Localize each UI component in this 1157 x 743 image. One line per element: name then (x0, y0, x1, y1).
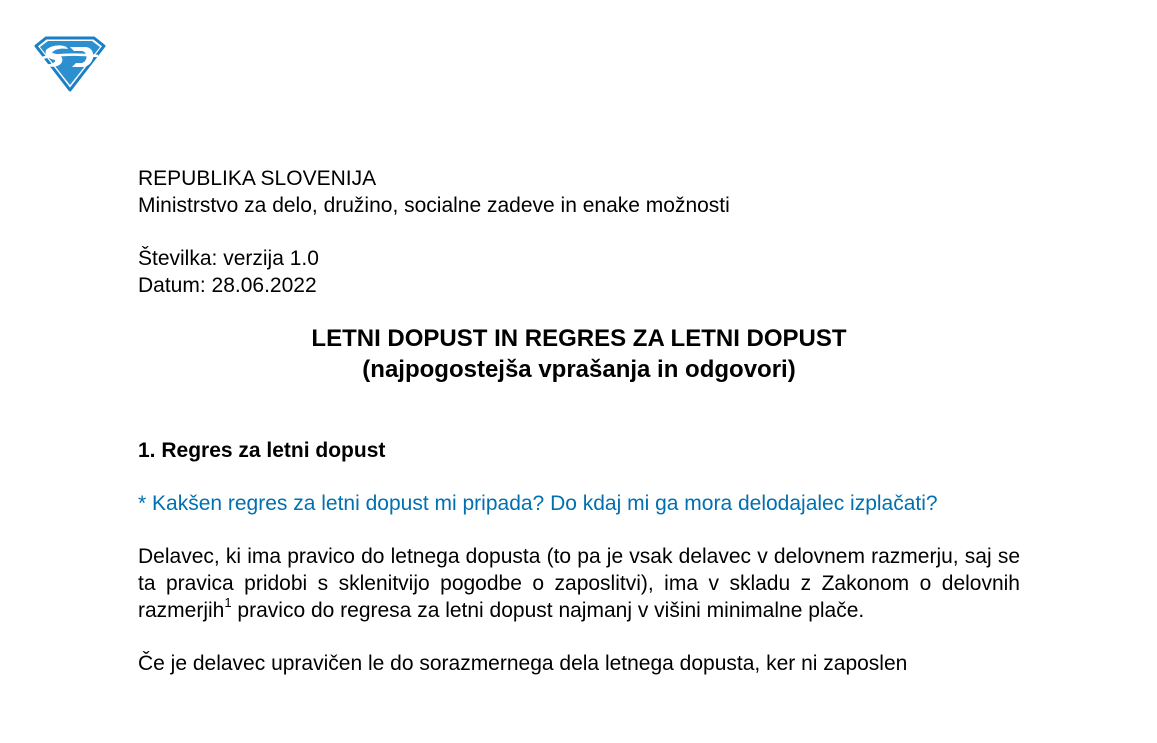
document-subtitle: (najpogostejša vprašanja in odgovori) (362, 356, 796, 383)
section-heading: 1. Regres za letni dopust (138, 439, 386, 462)
ministry-logo-icon (32, 36, 106, 92)
document-body (138, 165, 1020, 677)
footnote-marker[interactable]: 1 (224, 595, 232, 610)
header-republic: REPUBLIKA SLOVENIJA (138, 167, 377, 190)
document-title-block (138, 323, 1020, 385)
next-paragraph: Če je delavec upravičen le do sorazmernega dela letnega dopusta, ker ni zaposlen (138, 652, 908, 675)
faq-question: * Kakšen regres za letni dopust mi pripada? Do kdaj mi ga mora delodajalec izplačati? (138, 492, 938, 515)
answer-text-part-2: pravico do regresa za letni dopust najmanj v višini minimalne plače. (231, 599, 865, 622)
answer-paragraph (138, 543, 1020, 624)
document-number: Številka: verzija 1.0 (138, 247, 319, 270)
document-title: LETNI DOPUST IN REGRES ZA LETNI DOPUST (311, 325, 847, 352)
spacer (138, 219, 1020, 245)
header-ministry: Ministrstvo za delo, družino, socialne zadeve in enake možnosti (138, 194, 730, 217)
document-date: Datum: 28.06.2022 (138, 274, 317, 297)
answer-text-part-1: Delavec, ki ima pravico do letnega dopusta (to pa je vsak delavec v delovnem razmerju, saj se ta pravica pridobi s sklenitvijo pogodbe o zaposlitvi), ima v skladu z Zakonom o delovnih razmerjih (138, 545, 1020, 622)
